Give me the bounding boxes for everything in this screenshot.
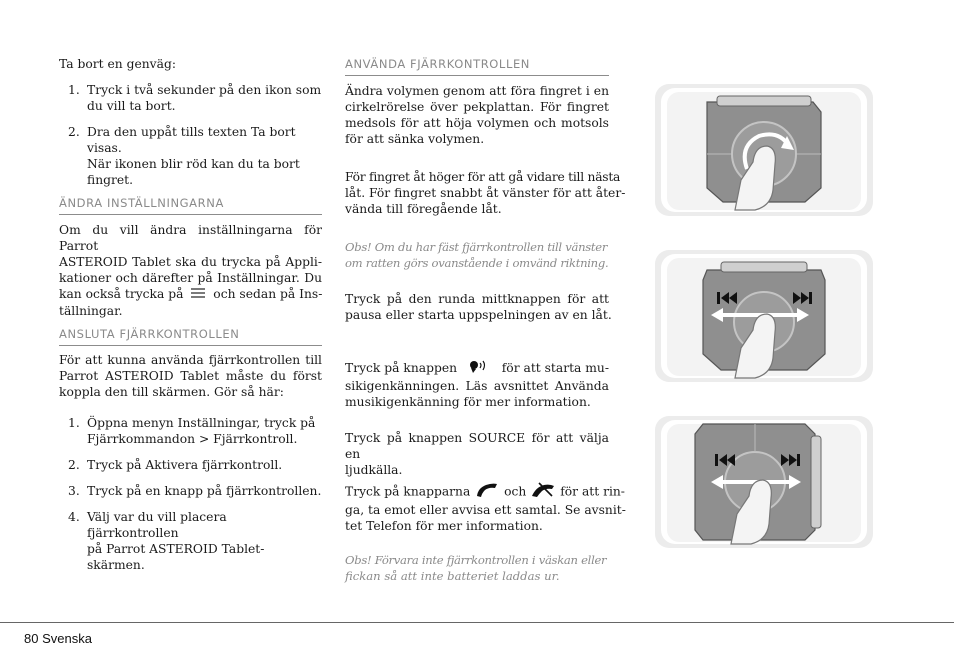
text-line: Tryck på knappen SOURCE för att välja en [345, 431, 609, 461]
list-text: du vill ta bort. [87, 99, 176, 113]
text-fragment: för att starta mu- [501, 361, 609, 375]
text-fragment: kan också trycka på [59, 287, 184, 301]
text-line: om ratten görs ovanstående i omvänd riktning. [345, 256, 609, 270]
connect-heading: ANSLUTA FJÄRRKONTROLLEN [59, 326, 322, 346]
list-number: 1. [68, 416, 80, 430]
text-line: Om du vill ändra inställningarna för Parrot [59, 223, 322, 253]
list-number: 2. [68, 458, 80, 472]
text-line: koppla den till skärmen. Gör så här: [59, 385, 284, 399]
list-text: Dra den uppåt tills texten Ta bort visas. [87, 125, 296, 155]
illustration-volume [655, 84, 873, 216]
text-line [345, 360, 609, 378]
text-fragment: och sedan på Ins- [213, 287, 323, 301]
list-item [59, 483, 322, 499]
list-text: Öppna menyn Inställningar, tryck på [87, 416, 316, 430]
list-item [59, 124, 322, 188]
text-line: För fingret åt höger för att gå vidare till nästa [345, 170, 621, 184]
source-paragraph [345, 430, 609, 478]
list-item [59, 457, 322, 473]
list-text: Välj var du vill placera fjärrkontrollen [87, 510, 227, 540]
text-line: Tryck på den runda mittknappen för att [345, 292, 609, 306]
text-line: låt. För fingret snabbt åt vänster för att åter- [345, 186, 626, 200]
text-line: kationer och därefter på Inställningar. Du [59, 271, 322, 285]
connect-steps-list [59, 415, 322, 573]
list-number: 1. [68, 83, 80, 97]
text-line: tet Telefon för mer information. [345, 519, 543, 533]
list-item [59, 509, 322, 573]
list-number: 2. [68, 125, 80, 139]
remote-heading: ANVÄNDA FJÄRRKONTROLLEN [345, 56, 609, 76]
text-line: tällningar. [59, 303, 123, 318]
note-mirrored [345, 239, 609, 271]
text-line [345, 482, 625, 502]
text-line: sikigenkänningen. Läs avsnittet Använda [345, 379, 609, 393]
text-line: ljudkälla. [345, 463, 403, 477]
list-text: Tryck på en knapp på fjärrkontrollen. [87, 484, 322, 498]
text-line: fickan så att inte batteriet laddas ur. [345, 569, 560, 583]
settings-paragraph [59, 222, 322, 319]
voice-recognition-icon [468, 360, 490, 378]
list-number: 4. [68, 510, 80, 524]
track-paragraph [345, 169, 626, 217]
text-line: Parrot ASTEROID Tablet måste du först [59, 369, 322, 383]
list-text: Tryck i två sekunder på den ikon som [87, 83, 322, 97]
text-line: Ändra volymen genom att föra fingret i en [345, 84, 609, 98]
text-line: pausa eller starta uppspelningen av en låt. [345, 308, 612, 322]
list-text: Fjärrkommandon > Fjärrkontroll. [87, 432, 298, 446]
phone-hangup-icon [530, 482, 556, 502]
text-line: vända till föregående låt. [345, 202, 502, 216]
text-line: Obs! Förvara inte fjärrkontrollen i väskan eller [345, 553, 607, 567]
footer-rule [0, 622, 954, 623]
phone-call-icon [474, 482, 500, 502]
list-item [59, 415, 322, 447]
list-item [59, 82, 322, 114]
illustration-track-horizontal [655, 250, 873, 382]
text-fragment: och [504, 484, 527, 499]
text-line: medsols för att höja volymen och motsols [345, 116, 609, 130]
text-line [59, 286, 322, 303]
list-text: Tryck på Aktivera fjärrkontroll. [87, 458, 283, 472]
text-line: musikigenkänning för mer information. [345, 395, 591, 409]
connect-paragraph [59, 352, 322, 400]
text-fragment: för att rin- [560, 484, 625, 499]
text-fragment: Tryck på knapparna [345, 484, 471, 499]
text-line: ASTEROID Tablet ska du trycka på Appli- [59, 255, 322, 269]
voice-paragraph [345, 360, 609, 410]
settings-heading: ÄNDRA INSTÄLLNINGARNA [59, 195, 322, 215]
pause-paragraph [345, 291, 612, 323]
menu-lines-icon [187, 287, 209, 303]
text-line: ga, ta emot eller avvisa ett samtal. Se avsnit- [345, 503, 626, 517]
text-fragment: Tryck på knappen [345, 361, 458, 375]
text-line: För att kunna använda fjärrkontrollen till [59, 353, 322, 367]
volume-paragraph [345, 83, 609, 147]
remove-steps-list [59, 82, 322, 188]
list-number: 3. [68, 484, 80, 498]
text-line: cirkelrörelse över pekplattan. För fingret [345, 100, 609, 114]
list-text: på Parrot ASTEROID Tablet-skärmen. [87, 542, 265, 572]
list-text: fingret. [87, 173, 133, 187]
illustration-track-vertical [655, 416, 873, 548]
remove-intro: Ta bort en genväg: [59, 57, 176, 71]
text-line: för att sänka volymen. [345, 132, 485, 146]
page-number: 80 Svenska [24, 631, 92, 646]
text-line: Obs! Om du har fäst fjärrkontrollen till vänster [345, 240, 608, 254]
phone-paragraph [345, 482, 626, 534]
list-text: När ikonen blir röd kan du ta bort [87, 157, 300, 171]
note-storage [345, 552, 609, 584]
